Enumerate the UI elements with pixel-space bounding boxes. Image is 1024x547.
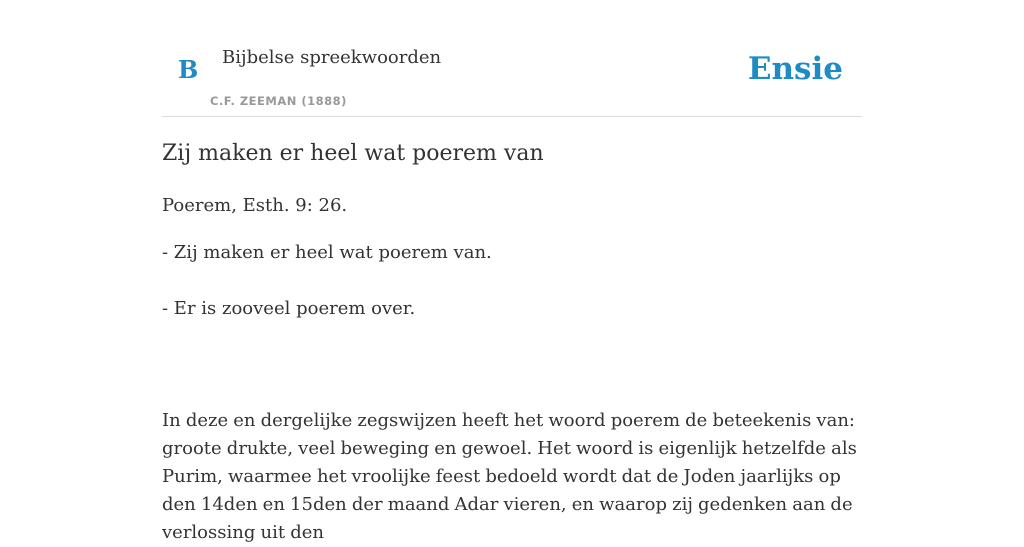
- entry-title: Zij maken er heel wat poerem van: [162, 141, 544, 166]
- entry-paragraph: In deze en dergelijke zegswijzen heeft het woord poerem de beteekenis van: groote drukte, veel beweging en gewoel. Het woord is eigenlijk hetzelfde als Purim, waarmee het vroolijke feest bedoeld wordt dat de Joden jaarlijks op den 14den en 15den der maand Adar vieren, en waarop zij gedenken aan de verlossing uit den: [162, 410, 857, 543]
- book-initial-icon[interactable]: B: [178, 55, 199, 84]
- book-author: C.F. ZEEMAN (1888): [210, 94, 347, 108]
- ensie-logo[interactable]: Ensie: [747, 51, 843, 87]
- book-title-link[interactable]: Bijbelse spreekwoorden: [222, 47, 442, 68]
- entry-paragraph: - Zij maken er heel wat poerem van.: [162, 242, 492, 263]
- header: [162, 0, 862, 117]
- entry-paragraph: - Er is zooveel poerem over.: [162, 298, 416, 319]
- page: [162, 0, 862, 543]
- entry-paragraph: Poerem, Esth. 9: 26.: [162, 195, 348, 216]
